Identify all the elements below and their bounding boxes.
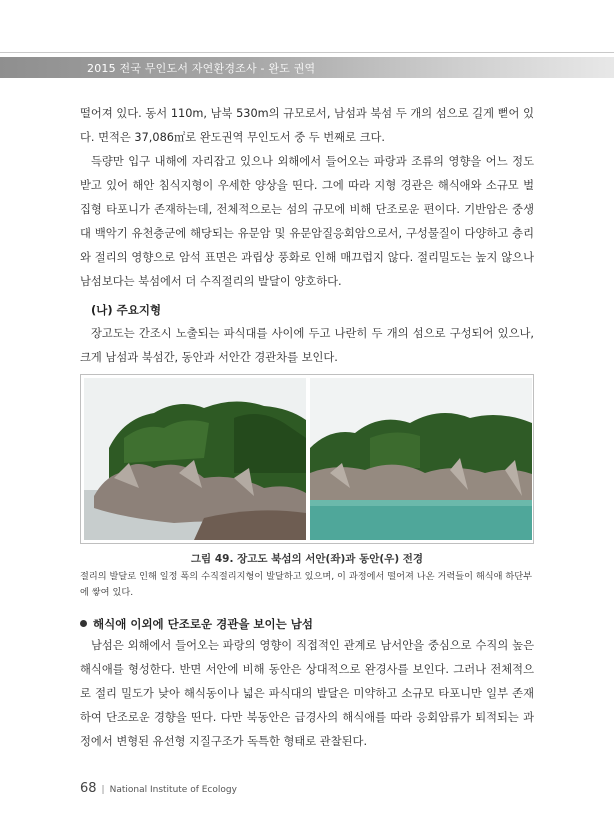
paragraph: 득량만 입구 내해에 자리잡고 있으나 외해에서 들어오는 파랑과 조류의 영향을 어느 정도 받고 있어 해안 침식지형이 우세한 양상을 띤다. 그에 따라 지형 경관은 해식애와 소규모 벌집형 타포니가 존재하는데, 전체적으로는 섬의 규모에 비해 단조로운 편이다. 기반암은 중생대 백악기 유천층군에 해당되는 유문암 및 유문암질응회암으로서, 구성물질이 다양하고 층리와 절리의 영향으로 암석 표면은 과립상 풍화로 인해 매끄럽지 않다. 절리밀도는 높지 않으나 남섬보다는 북섬에서 더 수직절리의 발달이 양호하다. bbox=[80, 155, 534, 288]
running-header-title: 2015 전국 무인도서 자연환경조사 - 완도 권역 bbox=[87, 62, 316, 75]
figure-caption-title: 그림 49. 장고도 북섬의 서안(좌)과 동안(우) 전경 bbox=[190, 553, 424, 565]
running-header bbox=[0, 57, 614, 78]
paragraph: 남섬은 외해에서 들어오는 파랑의 영향이 직접적인 관계로 남서안을 중심으로 수직의 높은 해식애를 형성한다. 반면 서안에 비해 동안은 상대적으로 완경사를 보인다. 그러나 전체적으로 절리 밀도가 낮아 해식동이나 넓은 파식대의 발달은 미약하고 소규모 타포니만 일부 존재하여 단조로운 경향을 띤다. 다만 북동안은 급경사의 해식애를 따라 응회암류가 퇴적되는 과정에서 변형된 유선형 지질구조가 독특한 형태로 관찰된다. bbox=[80, 639, 534, 748]
paragraph-block-3 bbox=[80, 634, 534, 754]
header-rule bbox=[0, 52, 614, 53]
figure-photos bbox=[80, 374, 534, 544]
photo-west-coast bbox=[84, 378, 306, 540]
paragraph: 장고도는 간조시 노출되는 파식대를 사이에 두고 나란히 두 개의 섬으로 구성되어 있으나, 크게 남섬과 북섬간, 동안과 서안간 경관차를 보인다. bbox=[80, 327, 534, 364]
paragraph-block-1 bbox=[80, 102, 534, 294]
bullet-dot-icon bbox=[80, 620, 87, 627]
paragraph-block-2 bbox=[80, 322, 534, 370]
figure-caption-description: 절리의 발달로 인해 일정 폭의 수직절리지형이 발달하고 있으며, 이 과정에서 떨어져 나온 거력들이 해식애 하단부에 쌓여 있다. bbox=[80, 571, 533, 598]
section-subheading: (나) 주요지형 bbox=[91, 303, 162, 317]
page-footer bbox=[80, 781, 237, 796]
bullet-heading-text: 해식애 이외에 단조로운 경관을 보이는 남섬 bbox=[93, 617, 313, 631]
page-number: 68 bbox=[80, 781, 97, 796]
bullet-heading bbox=[80, 616, 313, 632]
paragraph: 떨어져 있다. 동서 110m, 남북 530m의 규모로서, 남섬과 북섬 두 개의 섬으로 길게 뻗어 있다. 면적은 37,086㎡로 완도권역 무인도서 중 두 번째로 크다. bbox=[80, 107, 534, 144]
photo-east-coast bbox=[310, 378, 532, 540]
footer-organization: National Institute of Ecology bbox=[109, 785, 237, 795]
footer-separator: | bbox=[101, 785, 105, 795]
